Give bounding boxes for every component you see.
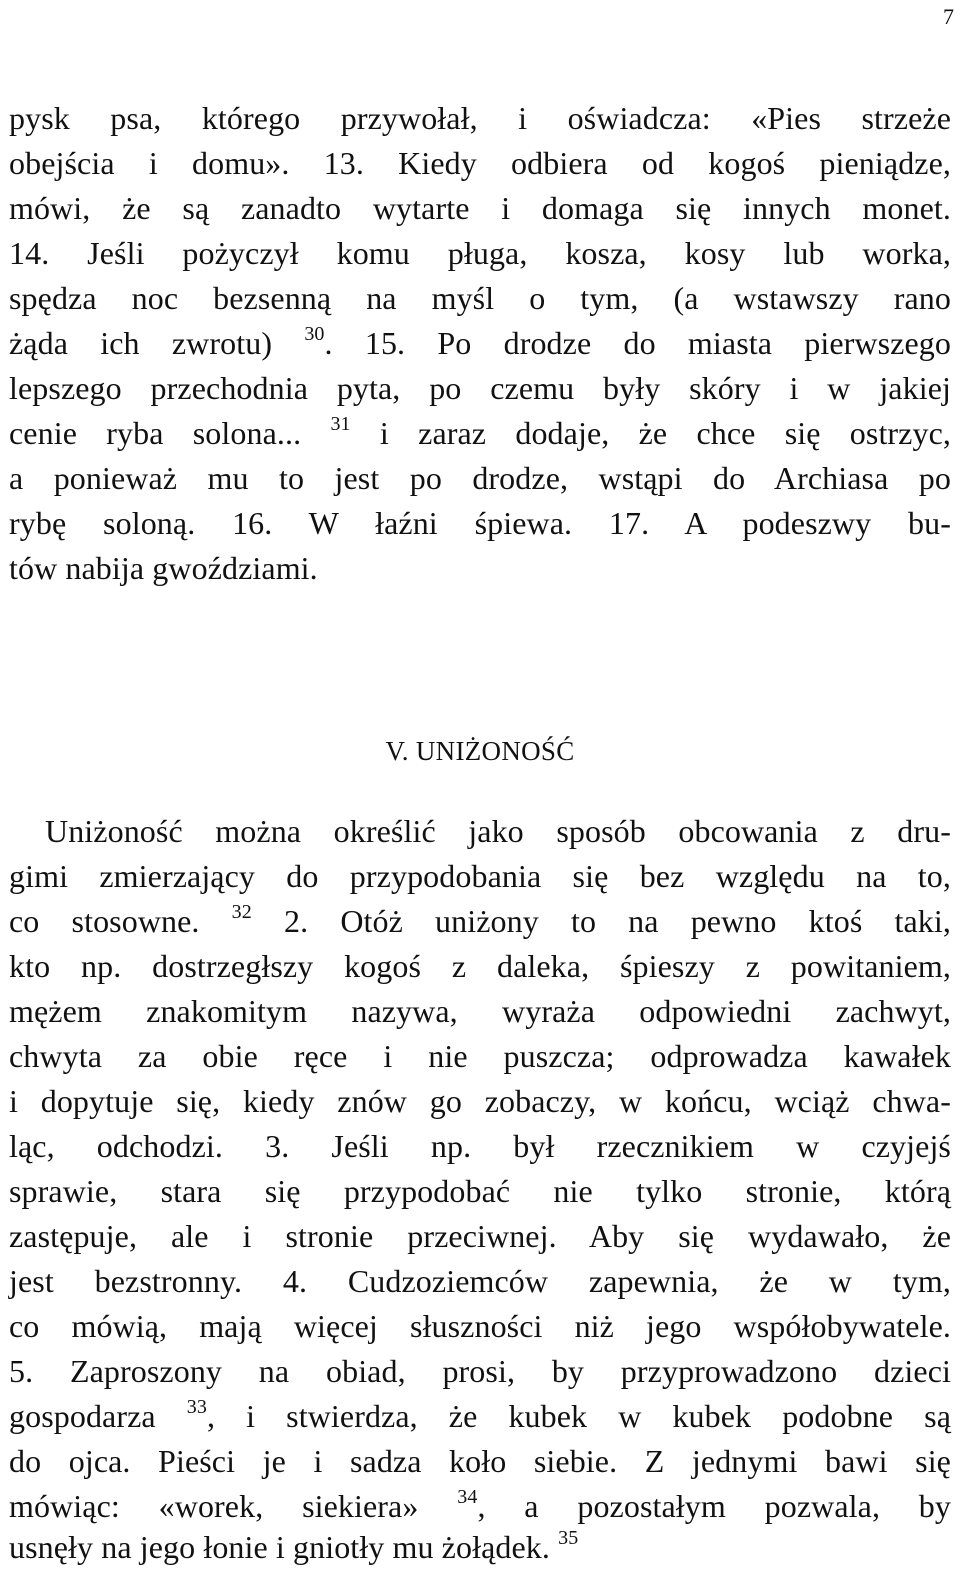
text-line: Uniżoność można określić jako sposób obcowania z dru- — [45, 813, 951, 849]
text-line: 14. Jeśli pożyczył komu pługa, kosza, kosy lub worka, — [9, 235, 951, 271]
text-line: rybę soloną. 16. W łaźni śpiewa. 17. A podeszwy bu- — [9, 505, 951, 541]
text-segment: gospodarza — [9, 1398, 156, 1434]
text-line: gimi zmierzający do przypodobania się bez względu na to, — [9, 858, 951, 894]
text-segment: co stosowne. — [9, 903, 200, 939]
footnote-ref: 35 — [558, 1527, 579, 1549]
text-line: spędza noc bezsenną na myśl o tym, (a wstawszy rano — [9, 280, 951, 316]
text-line: chwyta za obie ręce i nie puszcza; odprowadza kawałek — [9, 1038, 951, 1074]
text-line: do ojca. Pieści je i sadza koło siebie. Z jednymi bawi się — [9, 1443, 951, 1479]
footnote-ref: 33 — [186, 1396, 207, 1418]
text-line — [9, 1486, 951, 1526]
text-line: jest bezstronny. 4. Cudzoziemców zapewnia, że w tym, — [9, 1263, 951, 1299]
section-heading: V. UNIŻONOŚĆ — [385, 736, 575, 766]
text-line — [9, 323, 951, 363]
footnote-ref: 32 — [231, 901, 252, 923]
text-segment: 2. Otóż uniżony to na pewno ktoś taki, — [284, 903, 951, 939]
text-line: i dopytuje się, kiedy znów go zobaczy, w końcu, wciąż chwa- — [9, 1083, 951, 1119]
text-line: mówi, że są zanadto wytarte i domaga się innych monet. — [9, 190, 951, 226]
text-line: ląc, odchodzi. 3. Jeśli np. był rzecznikiem w czyjejś — [9, 1128, 951, 1164]
text-segment: , a pozostałym pozwala, by — [477, 1488, 951, 1524]
text-segment: , i stwierdza, że kubek w kubek podobne są — [206, 1398, 951, 1434]
text-line: pysk psa, którego przywołał, i oświadcza: «Pies strzeże — [9, 100, 951, 136]
text-line: tów nabija gwoździami. — [9, 550, 318, 586]
text-line: 5. Zaproszony na obiad, prosi, by przyprowadzono dzieci — [9, 1353, 951, 1389]
text-line: obejścia i domu». 13. Kiedy odbiera od kogoś pieniądze, — [9, 145, 951, 181]
footnote-ref: 31 — [330, 413, 351, 435]
text-line — [9, 1527, 951, 1567]
page-number: 7 — [943, 4, 954, 29]
text-segment: żąda ich zwrotu) — [9, 325, 273, 361]
text-line: lepszego przechodnia pyta, po czemu były skóry i w jakiej — [9, 370, 951, 406]
text-line: zastępuje, ale i stronie przeciwnej. Aby się wydawało, że — [9, 1218, 951, 1254]
text-line — [9, 413, 951, 453]
text-segment: . 15. Po drodze do miasta pierwszego — [324, 325, 951, 361]
text-segment: cenie ryba solona... — [9, 415, 302, 451]
text-segment: usnęły na jego łonie i gniotły mu żołądek. — [9, 1529, 550, 1565]
text-line — [9, 1396, 951, 1436]
text-line: a ponieważ mu to jest po drodze, wstąpi do Archiasa po — [9, 460, 951, 496]
footnote-ref: 34 — [457, 1486, 478, 1508]
text-line: kto np. dostrzegłszy kogoś z daleka, śpieszy z powitaniem, — [9, 948, 951, 984]
text-line: mężem znakomitym nazywa, wyraża odpowiedni zachwyt, — [9, 993, 951, 1029]
text-line: co mówią, mają więcej słuszności niż jego współobywatele. — [9, 1308, 951, 1344]
text-line — [9, 901, 951, 941]
footnote-ref: 30 — [304, 323, 325, 345]
text-line: sprawie, stara się przypodobać nie tylko stronie, którą — [9, 1173, 951, 1209]
text-segment: mówiąc: «worek, siekiera» — [9, 1488, 419, 1524]
text-segment: i zaraz dodaje, że chce się ostrzyc, — [379, 415, 951, 451]
